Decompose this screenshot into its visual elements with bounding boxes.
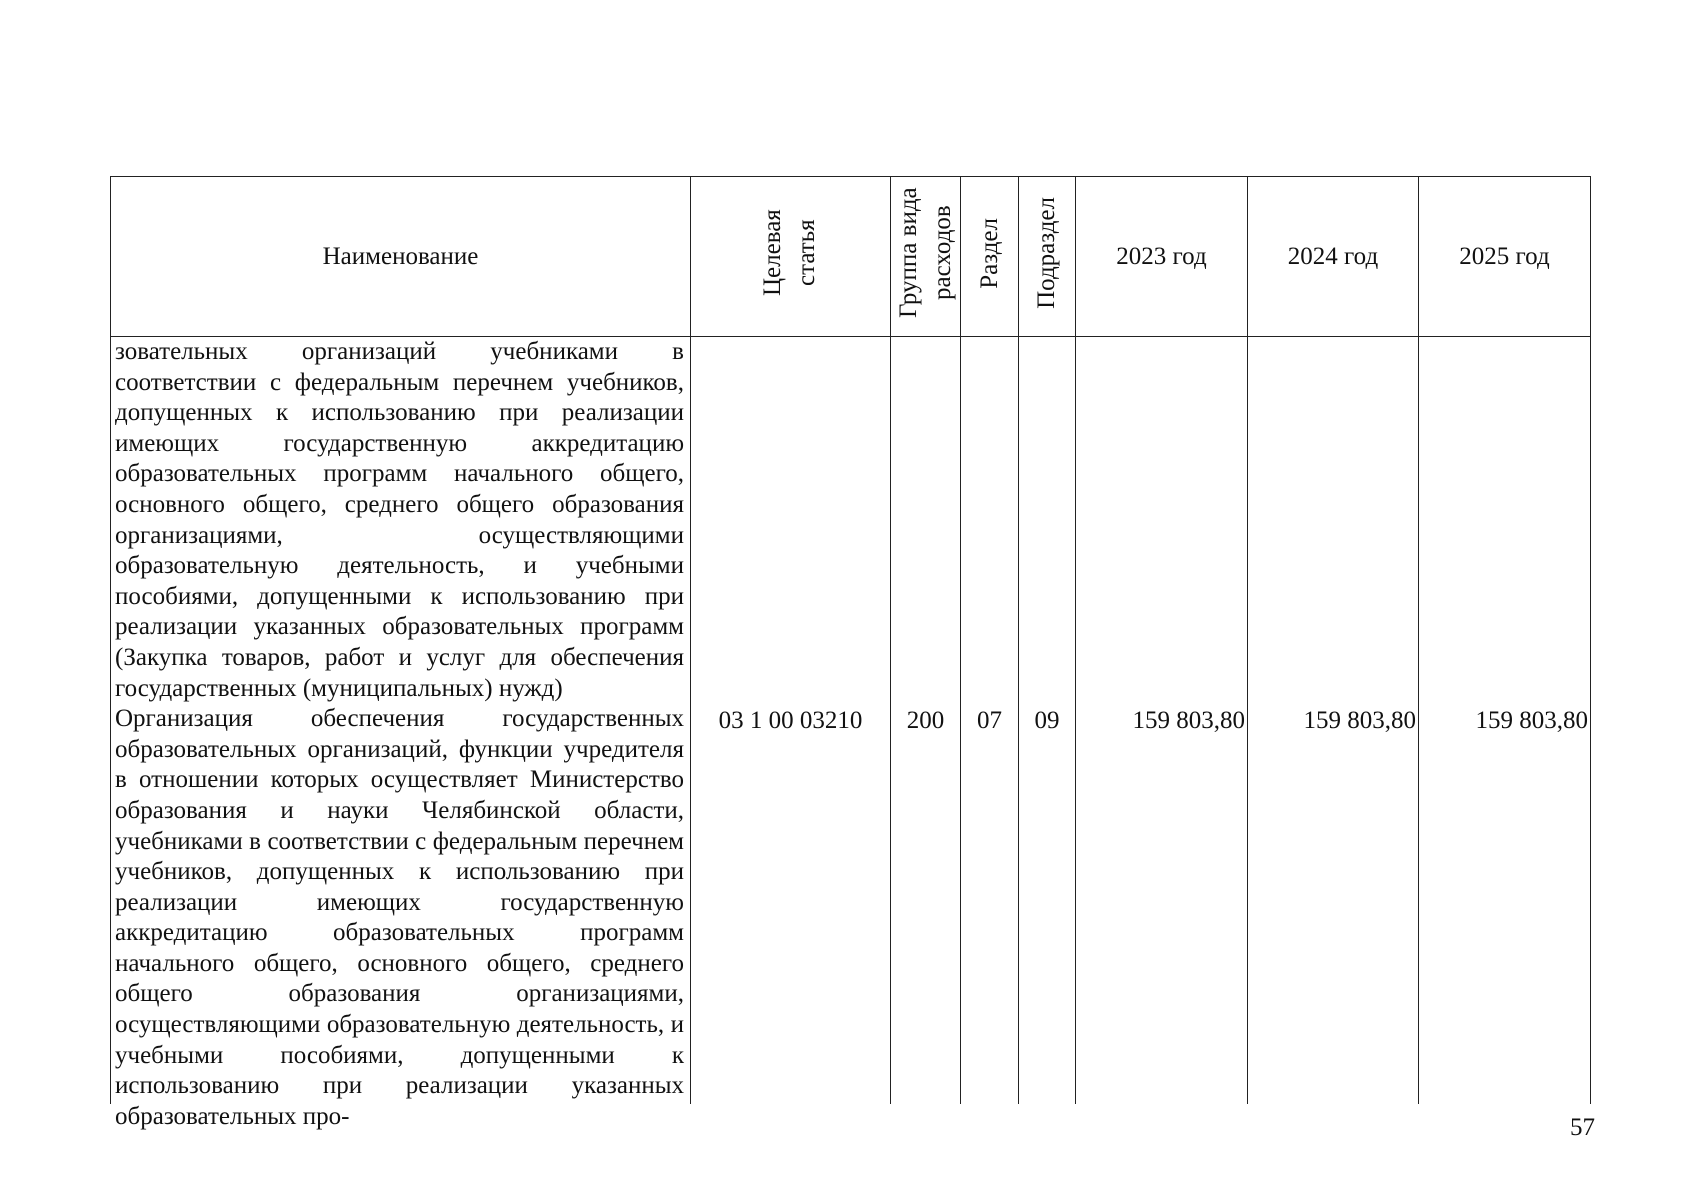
budget-table (110, 176, 1591, 1130)
row-name-text (115, 337, 684, 1130)
header-2023-label: 2023 год (1116, 242, 1207, 270)
row-amount-2024: 159 803,80 (1248, 337, 1419, 1105)
header-2024 (1248, 177, 1419, 337)
row-amount-2023: 159 803,80 (1076, 337, 1248, 1105)
row-section: 07 (961, 337, 1019, 1105)
row-subsection: 09 (1019, 337, 1076, 1105)
row-expense-group: 200 (891, 337, 961, 1105)
header-2024-label: 2024 год (1287, 242, 1379, 270)
header-expense-group-label: Группа вида расходов (894, 187, 956, 319)
header-section-label: Раздел (975, 217, 1003, 289)
header-name-label: Наименование (322, 242, 479, 270)
row-name-part-1: зовательных организаций учебниками в соответствии с федеральным перечнем учебников, допущенных к использованию при реализации имеющих государственную аккредитацию образовательных программ начального общего, основного общего, среднего общего образования организациями, осуществляющими образовательную деятельность, и учебными пособиями, допущенными к использованию при реализации указанных образовательных программ (Закупка товаров, работ и услуг для обеспечения государственных (муниципальных) нужд) (115, 338, 684, 702)
row-name-cell (111, 337, 691, 1130)
header-2025-label: 2025 год (1459, 242, 1550, 270)
header-target-article-label: Целевая статья (758, 209, 820, 297)
header-section (961, 177, 1019, 337)
row-name-part-2: Организация обеспечения государственных образовательных организаций, функции учредителя в отношении которых осуществляет Министерство образования и науки Челябинской области, учебниками в соответствии с федеральным перечнем учебников, допущенных к использованию при реализации имеющих государственную аккредитацию образовательных программ начального общего, основного общего, среднего общего образования организациями, осуществляющими образовательную деятельность, и учебными пособиями, допущенными к использованию при реализации указанных образовательных про- (115, 705, 684, 1130)
header-expense-group (891, 177, 961, 337)
header-2023 (1076, 177, 1248, 337)
header-target-article (691, 177, 891, 337)
header-subsection (1019, 177, 1076, 337)
header-subsection-label: Подраздел (1033, 197, 1060, 309)
header-name (111, 177, 691, 337)
table-row (111, 337, 1591, 1105)
header-2025 (1419, 177, 1591, 337)
page-number: 57 (1570, 1114, 1595, 1141)
row-amount-2025: 159 803,80 (1419, 337, 1591, 1105)
row-target-article: 03 1 00 03210 (691, 337, 891, 1105)
table-header-row (111, 177, 1591, 337)
